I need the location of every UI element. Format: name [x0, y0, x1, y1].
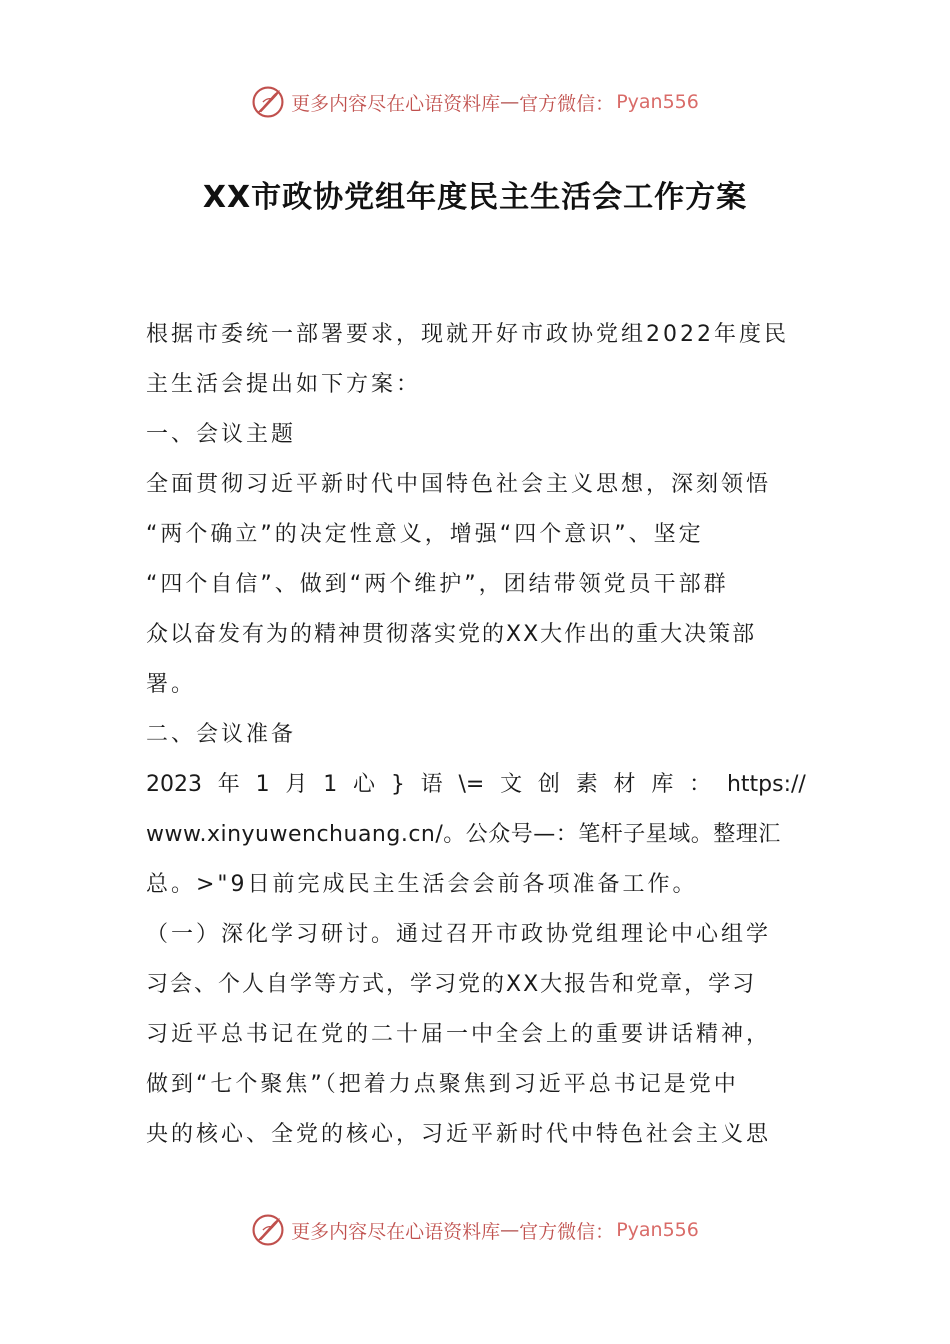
- section2-line-2: www.xinyuwenchuang.cn/。公众号—：笔杆子星域。整理汇: [146, 822, 781, 847]
- header-watermark: [0, 82, 950, 122]
- token: 素: [575, 772, 598, 797]
- item1-line-5: 央的核心、全党的核心，习近平新时代中特色社会主义思: [146, 1122, 772, 1147]
- token: 材: [613, 772, 636, 797]
- watermark-separator: —: [500, 1219, 520, 1241]
- watermark-label: 官方微信：: [519, 1220, 615, 1243]
- section2-heading: 二、会议准备: [146, 722, 297, 747]
- token: 月: [285, 772, 308, 797]
- section1-line-1: 全面贯彻习近平新时代中国特色社会主义思想，深刻领悟: [146, 472, 772, 497]
- token: ：: [689, 772, 712, 797]
- token: 1: [323, 772, 338, 797]
- footer-watermark: [0, 1210, 950, 1250]
- watermark-label: 官方微信：: [519, 92, 615, 115]
- quill-pen-logo-icon: [251, 85, 285, 119]
- section1-line-4: 众以奋发有为的精神贯彻落实党的XX大作出的重大决策部: [146, 622, 757, 647]
- document-title: XX市政协党组年度民主生活会工作方案: [202, 180, 748, 215]
- token: 2023: [146, 772, 202, 797]
- section2-line-3: 总。>"9日前完成民主生活会会前各项准备工作。: [146, 872, 698, 897]
- item1-line-3: 习近平总书记在党的二十届一中全会上的重要讲话精神，: [146, 1022, 772, 1047]
- item1-line-2: 习会、个人自学等方式，学习党的XX大报告和党章，学习: [146, 972, 757, 997]
- token: 库: [651, 772, 674, 797]
- url-link[interactable]: https://: [726, 772, 806, 797]
- section2-line-1: [146, 760, 806, 810]
- section1-heading: 一、会议主题: [146, 422, 297, 447]
- watermark-separator: —: [500, 91, 520, 113]
- token: 1: [255, 772, 270, 797]
- intro-line-1: 根据市委统一部署要求，现就开好市政协党组2022年度民: [146, 322, 789, 347]
- token: }: [390, 772, 405, 797]
- watermark-text: 更多内容尽在心语资料库: [291, 1220, 501, 1243]
- section1-line-2: “两个确立”的决定性意义，增强“四个意识”、坚定: [146, 522, 704, 547]
- section1-line-3: “四个自信”、做到“两个维护”，团结带领党员干部群: [146, 572, 729, 597]
- token: 语: [420, 772, 443, 797]
- watermark-wechat-id: Pyan556: [616, 1219, 699, 1241]
- token: \=: [458, 772, 485, 797]
- token: 年: [217, 772, 240, 797]
- item1-line-4: 做到“七个聚焦”（把着力点聚焦到习近平总书记是党中: [146, 1072, 739, 1097]
- token: 文: [500, 772, 523, 797]
- token: 创: [537, 772, 560, 797]
- section1-line-5: 署。: [146, 672, 197, 697]
- intro-line-2: 主生活会提出如下方案：: [146, 372, 422, 397]
- item1-line-1: （一）深化学习研讨。通过召开市政协党组理论中心组学: [146, 922, 772, 947]
- document-body: [146, 310, 806, 1160]
- quill-pen-logo-icon: [251, 1213, 285, 1247]
- watermark-wechat-id: Pyan556: [616, 91, 699, 113]
- watermark-text: 更多内容尽在心语资料库: [291, 92, 501, 115]
- token: 心: [353, 772, 376, 797]
